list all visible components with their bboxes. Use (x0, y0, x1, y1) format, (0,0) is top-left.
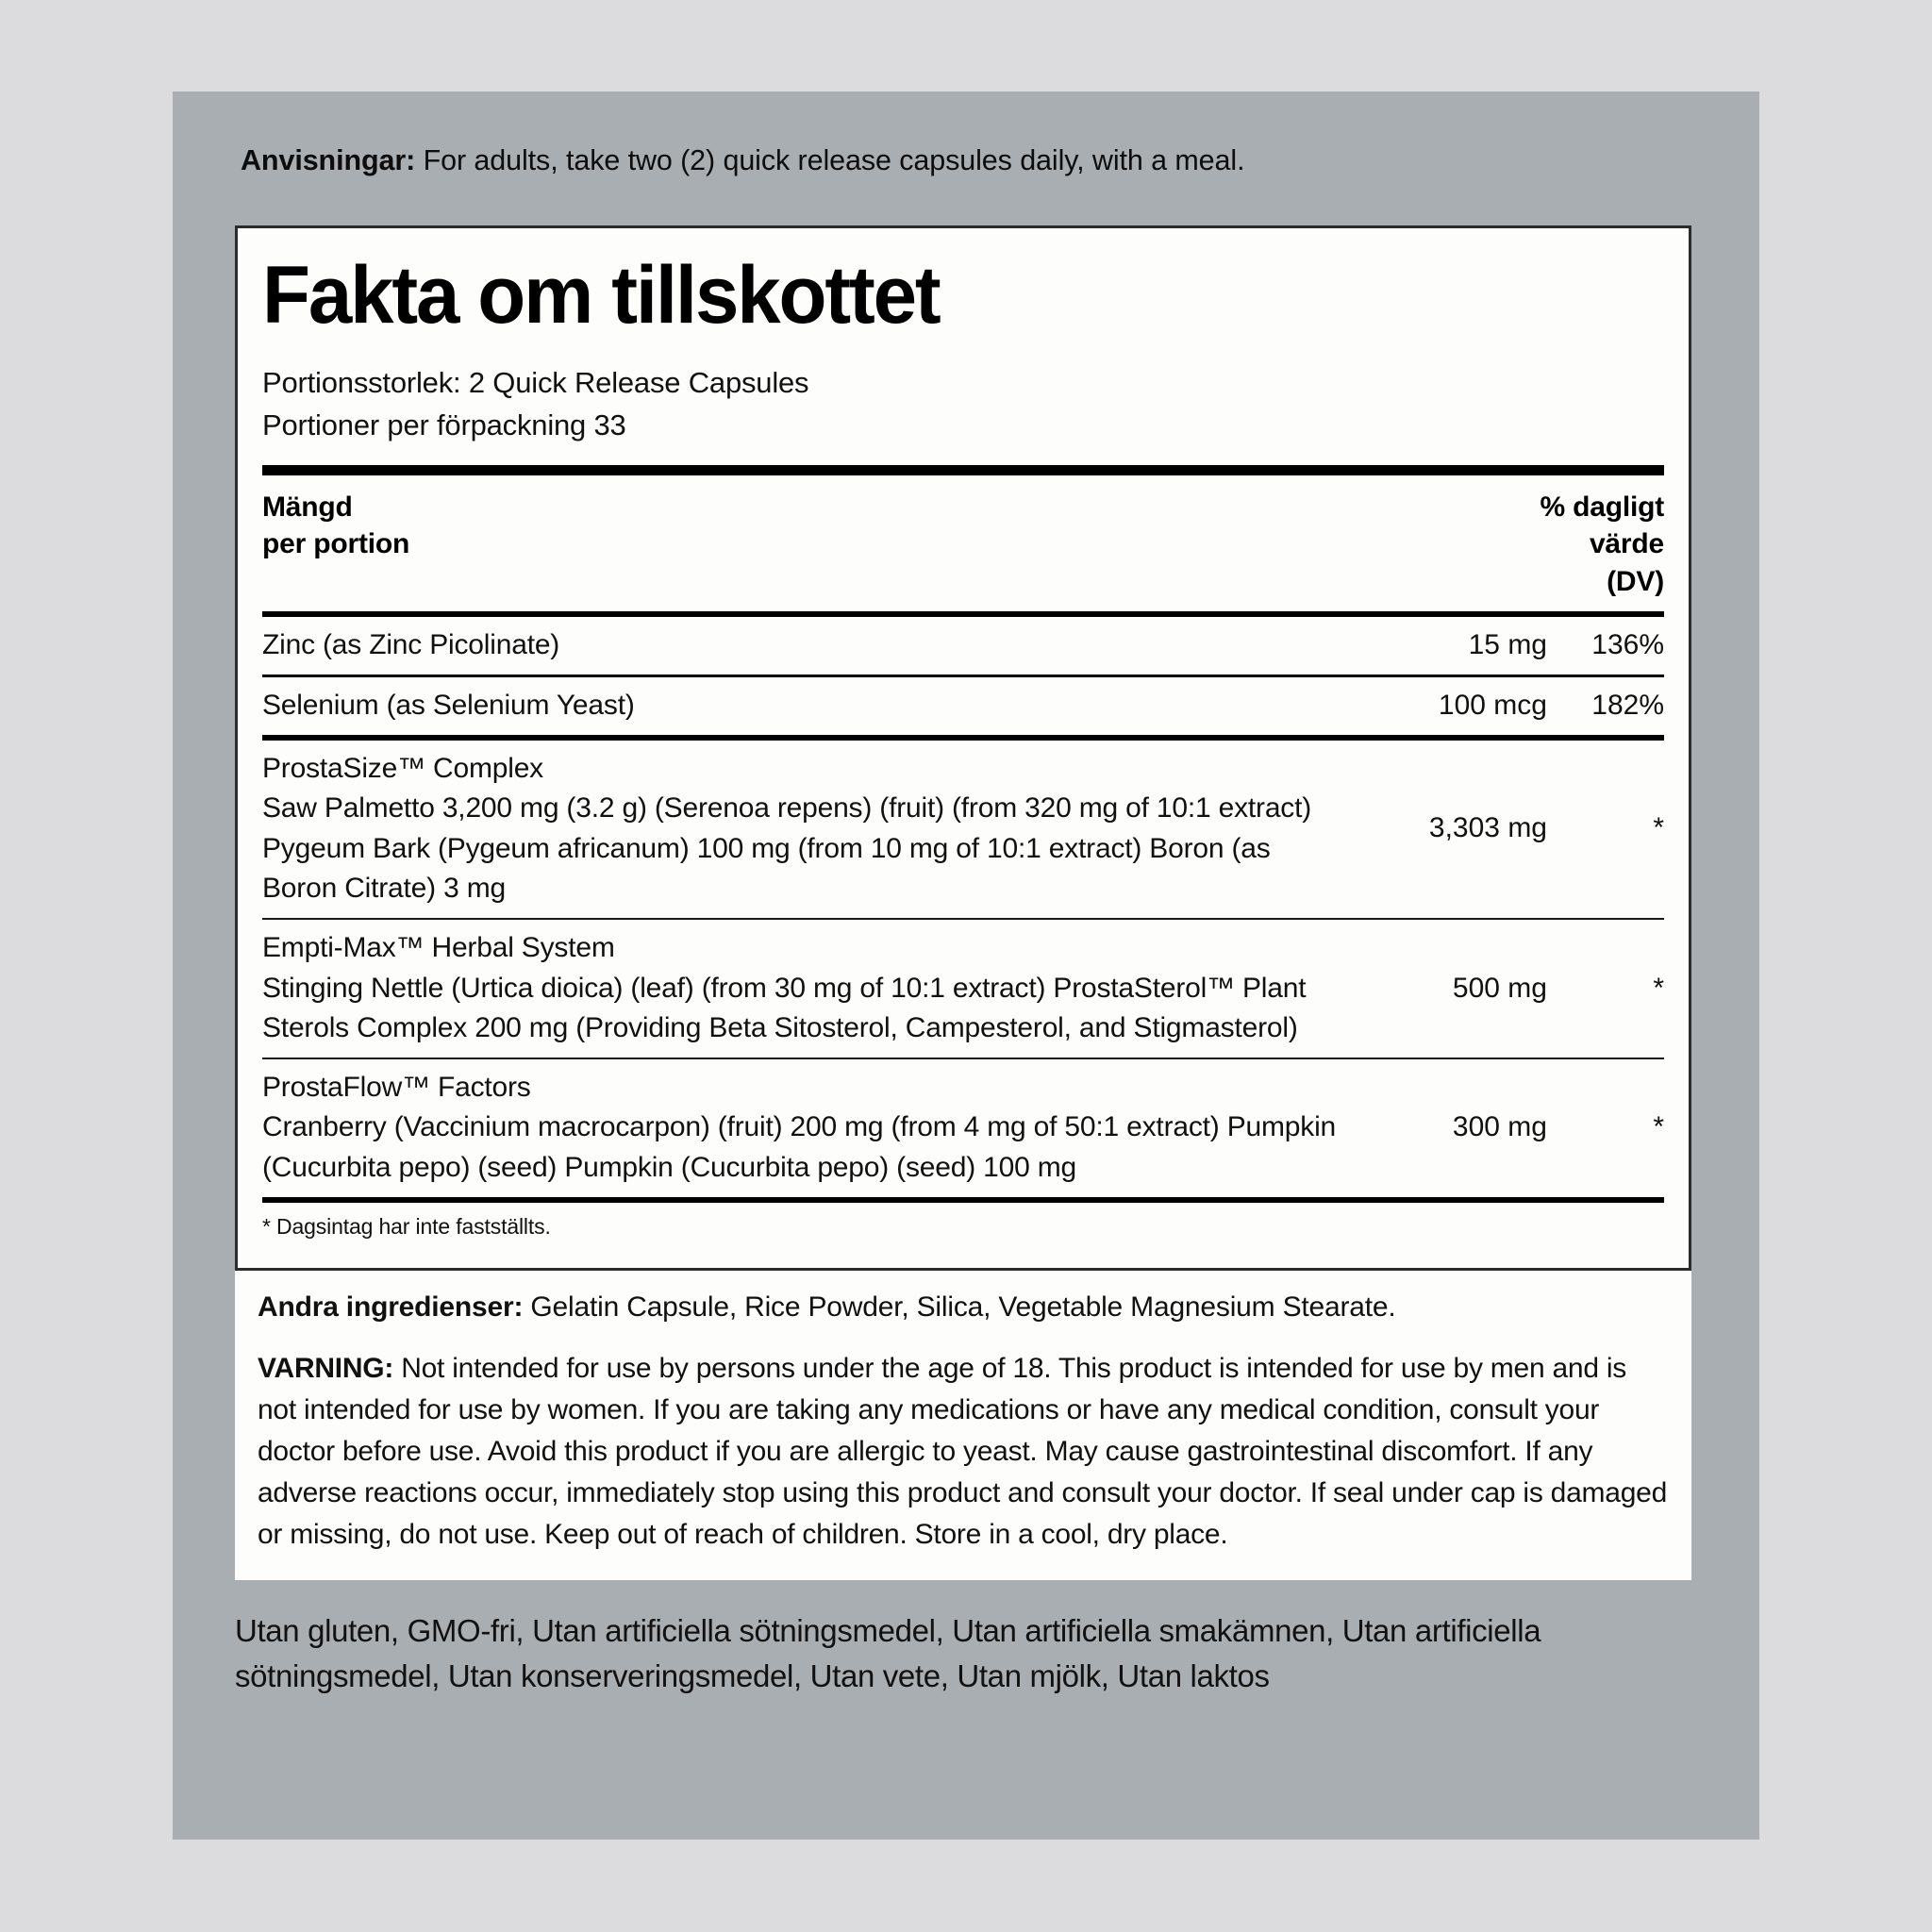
other-ingredients-block (235, 1271, 1691, 1580)
blend-title: ProstaFlow™ Factors (262, 1071, 531, 1103)
warning-text: Not intended for use by persons under the age of 18. This product is intended for use by men and is not intended for use by women. If you are taking any medications or have any medical condition, consult your doctor before use. Avoid this product if you are allergic to yeast. May cause gastrointestinal discomfort. If any adverse reactions occur, immediately stop using this product and consult your doctor. If seal under cap is damaged or missing, do not use. Keep out of reach of children. Store in a cool, dry place. (258, 1353, 1667, 1551)
nutrient-daily-value: * (1653, 812, 1664, 844)
nutrient-daily-value: * (1653, 972, 1664, 1004)
nutrient-name (262, 928, 1362, 1049)
dv-header-line1: % dagligt (1540, 491, 1664, 523)
product-claims: Utan gluten, GMO-fri, Utan artificiella sötningsmedel, Utan artificiella smakämnen, Utan artificiella sötningsmedel, Utan konserveringsmedel, Utan vete, Utan mjölk, Utan laktos (235, 1613, 1541, 1693)
blend-title: Empti-Max™ Herbal System (262, 931, 615, 963)
nutrient-amount: 15 mg (1468, 629, 1547, 661)
column-header-row (262, 475, 1664, 612)
nutrient-name (262, 1068, 1362, 1189)
divider-thick-top (262, 465, 1664, 475)
daily-value-column-header (1540, 489, 1664, 601)
supplement-facts-title: Fakta om tillskottet (262, 250, 940, 341)
supplement-facts-box (235, 225, 1691, 1271)
warning-paragraph (258, 1348, 1669, 1556)
nutrient-title: Zinc (as Zinc Picolinate) (262, 629, 560, 661)
nutrient-name (262, 625, 1362, 666)
nutrient-daily-value: 182% (1591, 689, 1664, 721)
nutrient-row (262, 920, 1664, 1058)
nutrient-row (262, 617, 1664, 675)
nutrient-amount: 500 mg (1452, 972, 1547, 1004)
dv-header-line3: (DV) (1607, 565, 1664, 597)
product-label-panel (173, 92, 1759, 1840)
other-ingredients-text: Gelatin Capsule, Rice Powder, Silica, Vegetable Magnesium Stearate. (523, 1291, 1396, 1323)
daily-value-footnote: * Dagsintag har inte fastställts. (262, 1213, 551, 1239)
directions-text: For adults, take two (2) quick release capsules daily, with a meal. (415, 144, 1245, 176)
nutrient-row (262, 1059, 1664, 1197)
servings-per-container: Portioner per förpackning 33 (262, 408, 626, 441)
nutrient-row (262, 741, 1664, 918)
other-ingredients-line (258, 1288, 1669, 1327)
amount-header-line2: per portion (262, 528, 410, 560)
directions-line (241, 142, 1712, 178)
dv-header-line2: värde (1589, 528, 1664, 560)
blend-title: ProstaSize™ Complex (262, 752, 543, 784)
warning-label: VARNING: (258, 1353, 394, 1384)
nutrient-amount: 3,303 mg (1428, 812, 1547, 844)
serving-size: Portionsstorlek: 2 Quick Release Capsules (262, 365, 809, 399)
nutrient-amount: 100 mcg (1438, 689, 1547, 721)
amount-header-line1: Mängd (262, 491, 353, 523)
nutrient-name (262, 686, 1362, 726)
directions-label: Anvisningar: (241, 144, 416, 176)
blend-detail: Saw Palmetto 3,200 mg (3.2 g) (Serenoa repens) (fruit) (from 320 mg of 10:1 extract) Pygeum Bark (Pygeum africanum) 100 mg (from 10 mg of 10:1 extract) Boron (as Boron Citrate) 3 mg (262, 792, 1312, 905)
nutrient-daily-value: 136% (1591, 629, 1664, 661)
nutrient-row (262, 677, 1664, 735)
amount-column-header (262, 489, 409, 563)
other-ingredients-label: Andra ingredienser: (258, 1291, 524, 1323)
nutrient-daily-value: * (1653, 1111, 1664, 1143)
nutrient-name (262, 749, 1362, 909)
blend-detail: Stinging Nettle (Urtica dioica) (leaf) (from 30 mg of 10:1 extract) ProstaSterol™ Plant Sterols Complex 200 mg (Providing Beta Sitosterol, Campesterol, and Stigmasterol) (262, 972, 1307, 1044)
blend-detail: Cranberry (Vaccinium macrocarpon) (fruit) 200 mg (from 4 mg of 50:1 extract) Pumpkin (Cucurbita pepo) (seed) Pumpkin (Cucurbita pepo) (seed) 100 mg (262, 1111, 1337, 1183)
nutrient-title: Selenium (as Selenium Yeast) (262, 689, 635, 721)
nutrient-amount: 300 mg (1452, 1111, 1547, 1143)
